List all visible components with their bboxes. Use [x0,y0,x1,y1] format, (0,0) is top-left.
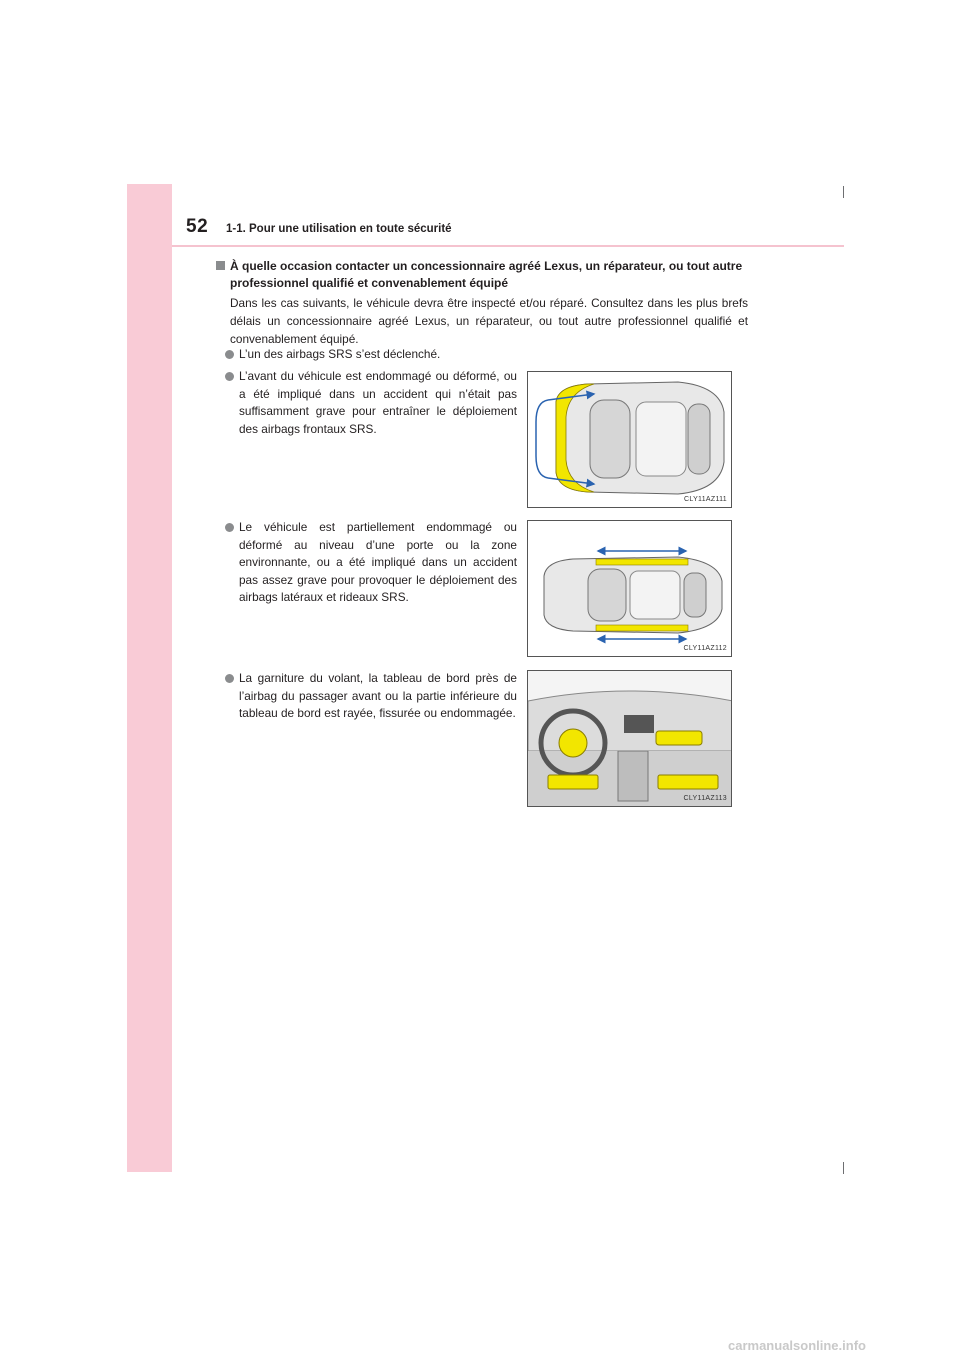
bullet-icon [225,350,234,359]
figure-side-damage [527,520,732,657]
crop-mark-top [843,186,844,198]
header-divider [172,245,844,247]
figure-code: CLY11AZ111 [684,496,727,503]
list-item [225,519,517,607]
square-bullet-icon [216,261,225,270]
heading-text: À quelle occasion contacter un concessionnaire agréé Lexus, un réparateur, ou tout autre professionnel qualifié et convenablement équipé [230,259,743,290]
watermark: carmanualsonline.info [728,1338,866,1353]
bullet-icon [225,674,234,683]
crop-mark-bottom [843,1162,844,1174]
car-top-view-front-damage-icon [528,372,732,508]
bullet-icon [225,372,234,381]
car-top-view-side-damage-icon [528,521,732,657]
side-tab-band [127,184,172,1172]
dashboard-airbag-zones-icon [528,671,732,807]
section-title: 1-1. Pour une utilisation en toute sécurité [226,223,452,235]
list-item [225,346,625,364]
bullet-icon [225,523,234,532]
intro-paragraph: Dans les cas suivants, le véhicule devra être inspecté et/ou réparé. Consultez dans les plus brefs délais un concessionnaire agréé Lexus, un réparateur, ou tout autre professionnel qualifié et convenablement équipé. [230,296,748,346]
figure-code: CLY11AZ112 [683,645,727,652]
figure-dashboard [527,670,732,807]
figure-front-damage [527,371,732,508]
subsection-heading [216,258,756,292]
figure-code: CLY11AZ113 [683,795,727,802]
list-item-text: Le véhicule est partiellement endommagé ou déformé au niveau d’une porte ou la zone environnante, ou a été impliqué dans un accident pas assez grave pour provoquer le déploiement des airbags latéraux et rideaux SRS. [239,520,517,604]
page-number: 52 [186,216,209,237]
list-item [225,368,517,438]
list-item-text: L’avant du véhicule est endommagé ou déformé, ou a été impliqué dans un accident qui n’était pas suffisamment grave pour entraîner le déploiement des airbags frontaux SRS. [239,369,517,436]
list-item-text: La garniture du volant, la tableau de bord près de l’airbag du passager avant ou la partie inférieure du tableau de bord est rayée, fissurée ou endommagée. [239,671,517,720]
list-item-text: L’un des airbags SRS s’est déclenché. [239,347,441,361]
list-item [225,670,517,723]
